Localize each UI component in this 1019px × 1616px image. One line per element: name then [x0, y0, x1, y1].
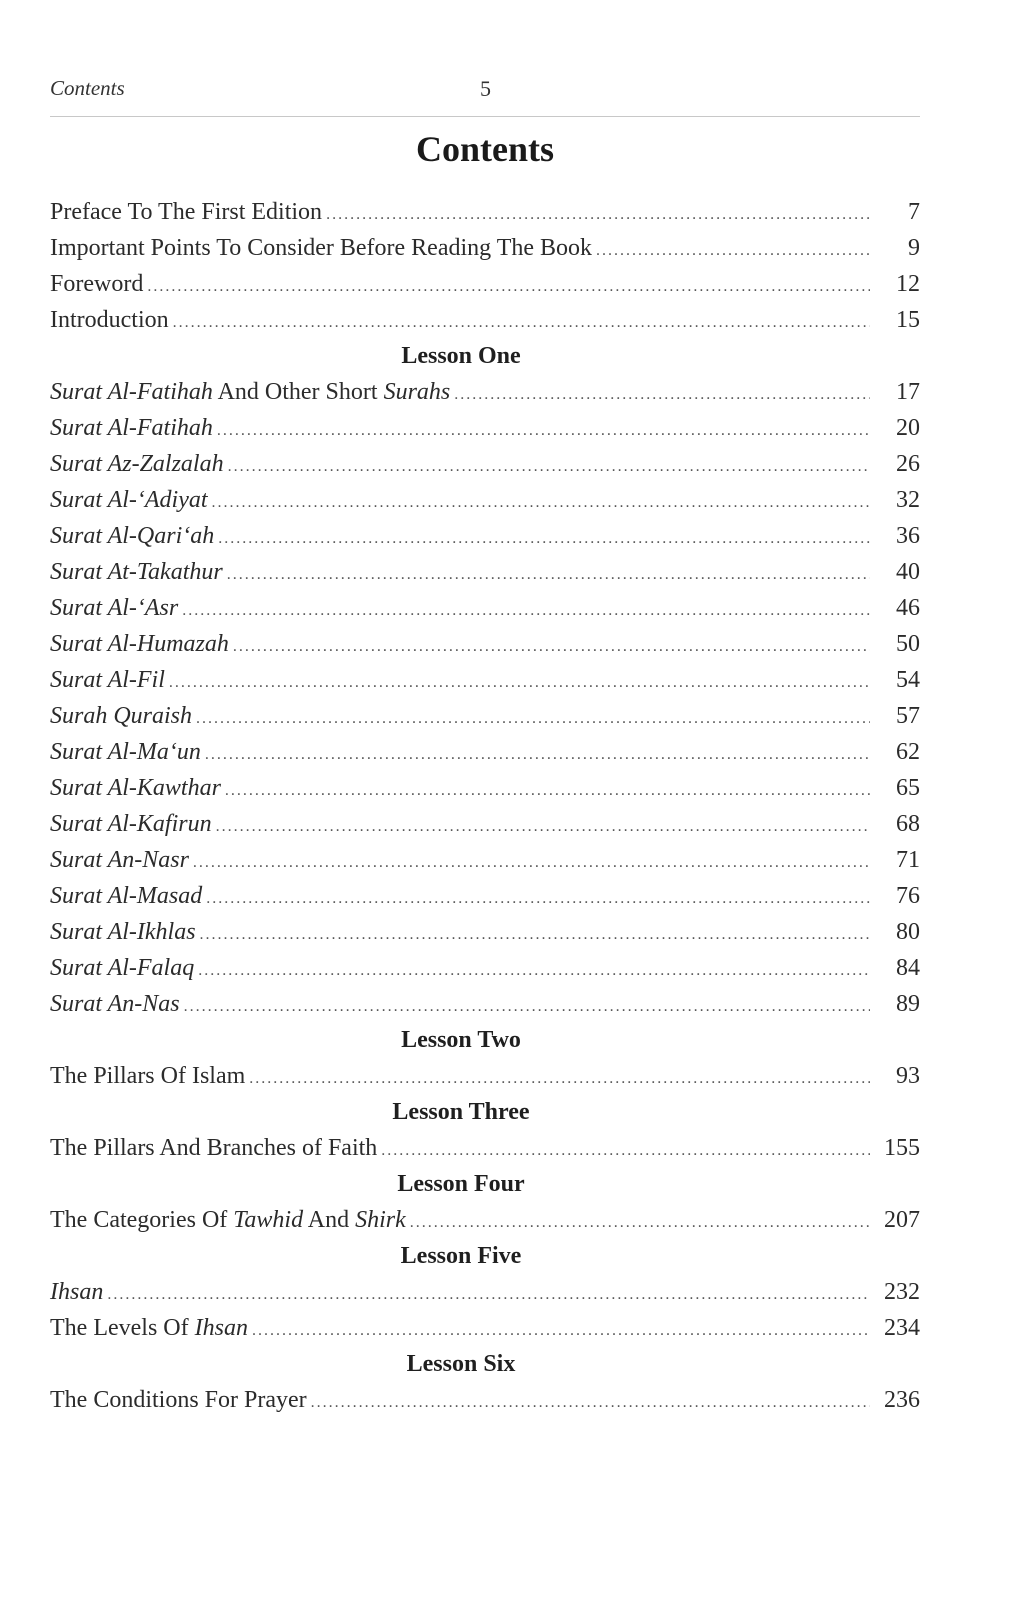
dot-leader: [252, 1313, 870, 1349]
text: And: [303, 1207, 356, 1233]
toc-entry[interactable]: [50, 1382, 920, 1418]
dot-leader: [200, 917, 870, 953]
toc-entry-title: [50, 302, 169, 338]
toc-entry[interactable]: [50, 878, 920, 914]
italic-text: Surat Al-Fatihah: [50, 379, 213, 405]
page-number: 5: [480, 76, 491, 101]
toc-page-number: 207: [884, 1207, 920, 1233]
toc-page-number: 36: [896, 523, 920, 549]
text: Introduction: [50, 307, 169, 333]
toc-page-number: 32: [896, 487, 920, 513]
running-header: [50, 76, 920, 102]
italic-text: Surat Al-‘Adiyat: [50, 487, 208, 513]
toc-entry-title: [50, 554, 223, 590]
dot-leader: [184, 989, 870, 1025]
toc-entry-title: [50, 914, 196, 950]
italic-text: Tawhid: [233, 1207, 304, 1233]
dot-leader: [169, 665, 870, 701]
page-title: Contents: [415, 129, 554, 169]
dot-leader: [198, 953, 870, 989]
dot-leader: [147, 269, 870, 305]
toc-page-number: 54: [896, 667, 920, 693]
dot-leader: [454, 377, 870, 413]
italic-text: Surat Al-Ikhlas: [50, 919, 196, 945]
text: Foreword: [50, 271, 144, 297]
lesson-heading: Lesson Three: [392, 1099, 530, 1125]
toc-entry[interactable]: [50, 1310, 920, 1346]
lesson-heading: Lesson Six: [406, 1351, 516, 1377]
toc-entry[interactable]: [50, 626, 920, 662]
dot-leader: [212, 485, 870, 521]
toc-entry-title: [50, 1310, 248, 1346]
toc-page-number: 76: [896, 883, 920, 909]
toc-entry[interactable]: [50, 482, 920, 518]
lesson-heading: Lesson Five: [400, 1243, 522, 1269]
toc-page-number: 65: [896, 775, 920, 801]
toc-page-number: 7: [908, 199, 920, 225]
toc-entry-title: [50, 1202, 406, 1238]
toc-entry[interactable]: [50, 770, 920, 806]
toc-entry-title: [50, 770, 221, 806]
dot-leader: [182, 593, 870, 629]
toc-entry-title: [50, 662, 165, 698]
toc-entry[interactable]: [50, 698, 920, 734]
lesson-heading: Lesson Four: [397, 1171, 525, 1197]
italic-text: Surat Az-Zalzalah: [50, 451, 224, 477]
dot-leader: [196, 701, 870, 737]
toc-entry-title: [50, 1130, 377, 1166]
text: The Categories Of: [50, 1207, 234, 1233]
text: The Pillars And Branches of Faith: [50, 1135, 378, 1161]
toc-entry-title: [50, 266, 143, 302]
dot-leader: [227, 557, 870, 593]
toc-entry[interactable]: [50, 914, 920, 950]
toc-page-number: 20: [896, 415, 920, 441]
dot-leader: [228, 449, 870, 485]
toc-page-number: 50: [896, 631, 920, 657]
toc-page-number: 12: [896, 271, 920, 297]
toc-page-number: 71: [896, 847, 920, 873]
toc-entry[interactable]: [50, 950, 920, 986]
header-divider: [50, 116, 920, 117]
toc-entry-title: [50, 842, 189, 878]
toc-entry-title: [50, 878, 202, 914]
toc-entry[interactable]: [50, 266, 920, 302]
toc-entry-title: [50, 518, 214, 554]
toc-entry[interactable]: [50, 662, 920, 698]
toc-page-number: 234: [884, 1315, 920, 1341]
dot-leader: [206, 881, 870, 917]
text: Preface To The First Edition: [50, 199, 323, 225]
text: And Other Short: [212, 379, 384, 405]
toc-entry[interactable]: [50, 986, 920, 1022]
dot-leader: [233, 629, 870, 665]
toc-entry[interactable]: [50, 554, 920, 590]
toc-entry[interactable]: [50, 806, 920, 842]
dot-leader: [249, 1061, 870, 1097]
italic-text: Shirk: [355, 1207, 406, 1233]
italic-text: Surat An-Nasr: [50, 847, 189, 873]
dot-leader: [326, 197, 870, 233]
toc-page-number: 80: [896, 919, 920, 945]
toc-page-number: 232: [884, 1279, 920, 1305]
toc-page-number: 9: [908, 235, 920, 261]
toc-entry[interactable]: [50, 302, 920, 338]
dot-leader: [217, 413, 870, 449]
toc-entry[interactable]: [50, 1202, 920, 1238]
toc-entry-title: [50, 986, 180, 1022]
toc-entry-title: [50, 374, 450, 410]
toc-entry-title: [50, 482, 208, 518]
toc-entry[interactable]: [50, 1274, 920, 1310]
italic-text: Surahs: [383, 379, 451, 405]
toc-entry-title: [50, 410, 213, 446]
toc-entry[interactable]: [50, 194, 920, 230]
toc-page-number: 93: [896, 1063, 920, 1089]
italic-text: Ihsan: [50, 1279, 104, 1305]
toc-entry[interactable]: [50, 410, 920, 446]
toc-page-number: 57: [896, 703, 920, 729]
toc-entry[interactable]: [50, 842, 920, 878]
toc-entry[interactable]: [50, 374, 920, 410]
italic-text: Surat At-Takathur: [50, 559, 223, 585]
toc-entry[interactable]: [50, 734, 920, 770]
toc-entry[interactable]: [50, 1130, 920, 1166]
italic-text: Surat Al-Qari‘ah: [50, 523, 215, 549]
italic-text: Ihsan: [194, 1315, 248, 1341]
toc-page-number: 40: [896, 559, 920, 585]
italic-text: Surat An-Nas: [50, 991, 180, 1017]
toc-entry-title: [50, 230, 592, 266]
toc-entry[interactable]: [50, 518, 920, 554]
italic-text: Surah Quraish: [50, 703, 193, 729]
text: The Levels Of: [50, 1315, 195, 1341]
lesson-heading: Lesson One: [401, 343, 521, 369]
dot-leader: [311, 1385, 870, 1421]
dot-leader: [193, 845, 870, 881]
dot-leader: [381, 1133, 870, 1169]
toc-entry-title: [50, 194, 322, 230]
toc-page-number: 46: [896, 595, 920, 621]
toc-entry-title: [50, 698, 192, 734]
toc-entry-title: [50, 590, 178, 626]
dot-leader: [107, 1277, 870, 1313]
toc-page-number: 26: [896, 451, 920, 477]
toc-page-number: 155: [884, 1135, 920, 1161]
dot-leader: [410, 1205, 870, 1241]
toc-entry-title: [50, 950, 194, 986]
toc-entry[interactable]: [50, 590, 920, 626]
toc-entry-title: [50, 806, 212, 842]
toc-page-number: 17: [896, 379, 920, 405]
text: The Conditions For Prayer: [50, 1387, 307, 1413]
italic-text: Surat Al-Kawthar: [50, 775, 221, 801]
dot-leader: [216, 809, 870, 845]
toc-entry-title: [50, 1058, 245, 1094]
toc-entry-title: [50, 734, 201, 770]
toc-page-number: 84: [896, 955, 920, 981]
italic-text: Surat Al-‘Asr: [50, 595, 179, 621]
toc-entry[interactable]: [50, 446, 920, 482]
lesson-heading: Lesson Two: [401, 1027, 521, 1053]
toc-page-number: 89: [896, 991, 920, 1017]
running-title: Contents: [50, 76, 125, 100]
dot-leader: [218, 521, 870, 557]
dot-leader: [205, 737, 870, 773]
dot-leader: [225, 773, 870, 809]
toc-page-number: 236: [884, 1387, 920, 1413]
italic-text: Surat Al-Ma‘un: [50, 739, 201, 765]
toc-entry-title: [50, 626, 229, 662]
italic-text: Surat Al-Humazah: [50, 631, 229, 657]
toc-entry-title: [50, 446, 224, 482]
italic-text: Surat Al-Masad: [50, 883, 203, 909]
text: Important Points To Consider Before Reading The Book: [50, 235, 593, 261]
italic-text: Surat Al-Fatihah: [50, 415, 213, 441]
dot-leader: [173, 305, 870, 341]
italic-text: Surat Al-Kafirun: [50, 811, 212, 837]
toc-entry[interactable]: [50, 1058, 920, 1094]
toc-entry-title: [50, 1382, 307, 1418]
toc-entry-title: [50, 1274, 103, 1310]
toc-page-number: 15: [896, 307, 920, 333]
italic-text: Surat Al-Fil: [50, 667, 165, 693]
table-of-contents: [50, 194, 920, 1418]
text: The Pillars Of Islam: [50, 1063, 246, 1089]
toc-page-number: 68: [896, 811, 920, 837]
toc-page-number: 62: [896, 739, 920, 765]
italic-text: Surat Al-Falaq: [50, 955, 195, 981]
dot-leader: [596, 233, 870, 269]
toc-entry[interactable]: [50, 230, 920, 266]
